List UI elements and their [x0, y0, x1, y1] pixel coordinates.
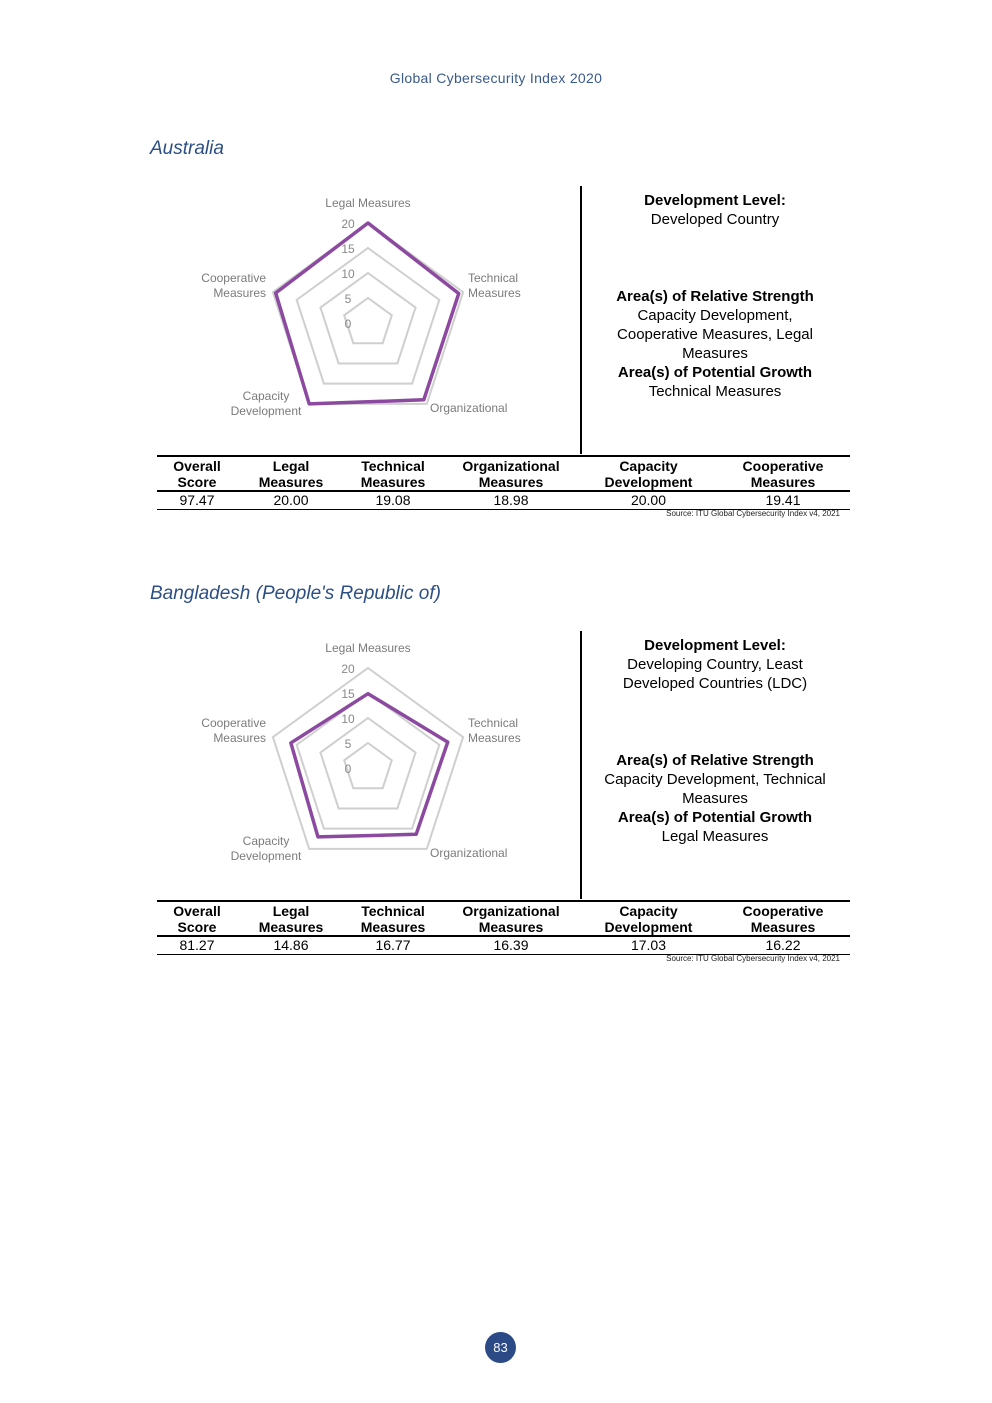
radar-series-line — [291, 694, 448, 837]
vertical-divider — [580, 186, 582, 454]
radar-axis-label: Cooperative — [201, 271, 266, 285]
radar-grid-ring — [344, 298, 392, 343]
header-technical-measures: Technical Measures — [345, 901, 441, 936]
radar-axis-label: Measures — [468, 731, 521, 745]
score-table — [157, 455, 850, 510]
radar-series-line — [276, 223, 459, 404]
page-number-badge: 83 — [485, 1332, 516, 1363]
radar-tick-label: 20 — [341, 662, 355, 676]
radar-tick-label: 5 — [344, 737, 352, 751]
vertical-divider — [580, 631, 582, 899]
cooperative-measures-value: 16.22 — [716, 936, 850, 955]
country-section-bangladesh — [0, 583, 992, 1003]
country-title: Bangladesh (People's Republic of) — [150, 583, 441, 604]
organizational-measures-value: 16.39 — [441, 936, 581, 955]
organizational-measures-value: 18.98 — [441, 491, 581, 510]
potential-growth-value: Legal Measures — [661, 828, 769, 845]
development-info-panel — [590, 636, 840, 846]
header-organizational-measures: Organizational Measures — [441, 901, 581, 936]
radar-axis-label: Measures — [213, 286, 266, 300]
source-note: Source: ITU Global Cybersecurity Index v4, 2021 — [666, 509, 840, 518]
development-level-value: Developing Country, Least Developed Countries (LDC) — [622, 656, 808, 692]
header-cooperative-measures: Cooperative Measures — [716, 901, 850, 936]
score-table-header-row — [157, 456, 850, 491]
header-capacity-development: Capacity Development — [581, 901, 716, 936]
radar-axis-label: Legal Measures — [325, 641, 411, 655]
potential-growth-label: Area(s) of Potential Growth — [617, 809, 813, 826]
legal-measures-value: 20.00 — [237, 491, 345, 510]
development-info-panel — [590, 191, 840, 401]
radar-tick-label: 15 — [341, 242, 355, 256]
legal-measures-value: 14.86 — [237, 936, 345, 955]
overall-score-value: 81.27 — [157, 936, 237, 955]
development-level-label: Development Level: — [644, 192, 786, 209]
radar-tick-label: 0 — [344, 317, 352, 331]
radar-axis-label: Organizational — [430, 846, 508, 860]
technical-measures-value: 19.08 — [345, 491, 441, 510]
radar-axis-label: Measures — [213, 731, 266, 745]
radar-axis-label: Legal Measures — [325, 196, 411, 210]
radar-grid-ring — [344, 743, 392, 788]
source-note: Source: ITU Global Cybersecurity Index v4, 2021 — [666, 954, 840, 963]
radar-tick-label: 0 — [344, 762, 352, 776]
technical-measures-value: 16.77 — [345, 936, 441, 955]
radar-axis-label: Measures — [468, 286, 521, 300]
potential-growth-label: Area(s) of Potential Growth — [617, 364, 813, 381]
radar-axis-label: Organizational — [430, 401, 508, 415]
radar-tick-label: 15 — [341, 687, 355, 701]
radar-chart — [170, 193, 570, 433]
radar-axis-label: Technical — [468, 716, 519, 730]
radar-grid-ring — [320, 273, 415, 363]
relative-strength-label: Area(s) of Relative Strength — [616, 288, 814, 305]
header-cooperative-measures: Cooperative Measures — [716, 456, 850, 491]
radar-axis-label: Development — [230, 849, 302, 863]
radar-tick-label: 10 — [341, 267, 355, 281]
cooperative-measures-value: 19.41 — [716, 491, 850, 510]
page-header-title: Global Cybersecurity Index 2020 — [389, 70, 603, 86]
relative-strength-value: Capacity Development, Cooperative Measures, Legal Measures — [617, 307, 813, 362]
radar-tick-label: 20 — [341, 217, 355, 231]
overall-score-value: 97.47 — [157, 491, 237, 510]
header-overall-score: Overall Score — [157, 456, 237, 491]
score-table — [157, 900, 850, 955]
relative-strength-label: Area(s) of Relative Strength — [616, 752, 814, 769]
country-section-australia — [0, 138, 992, 558]
header-organizational-measures: Organizational Measures — [441, 456, 581, 491]
score-table-row — [157, 491, 850, 510]
potential-growth-value: Technical Measures — [648, 383, 782, 400]
radar-tick-label: 10 — [341, 712, 355, 726]
header-overall-score: Overall Score — [157, 901, 237, 936]
radar-axis-label: Cooperative — [201, 716, 266, 730]
relative-strength-value: Capacity Development, Technical Measures — [604, 771, 826, 807]
country-title: Australia — [150, 138, 224, 159]
development-level-value: Developed Country — [650, 211, 780, 228]
radar-axis-label: Capacity — [242, 834, 290, 848]
development-level-label: Development Level: — [644, 637, 786, 654]
radar-axis-label: Development — [230, 404, 302, 418]
radar-tick-label: 5 — [344, 292, 352, 306]
radar-axis-label: Capacity — [242, 389, 290, 403]
score-table-header-row — [157, 901, 850, 936]
capacity-development-value: 17.03 — [581, 936, 716, 955]
header-technical-measures: Technical Measures — [345, 456, 441, 491]
radar-axis-label: Technical — [468, 271, 519, 285]
header-legal-measures: Legal Measures — [237, 901, 345, 936]
header-legal-measures: Legal Measures — [237, 456, 345, 491]
score-table-row — [157, 936, 850, 955]
header-capacity-development: Capacity Development — [581, 456, 716, 491]
capacity-development-value: 20.00 — [581, 491, 716, 510]
radar-chart — [170, 638, 570, 878]
radar-grid-ring — [320, 718, 415, 808]
